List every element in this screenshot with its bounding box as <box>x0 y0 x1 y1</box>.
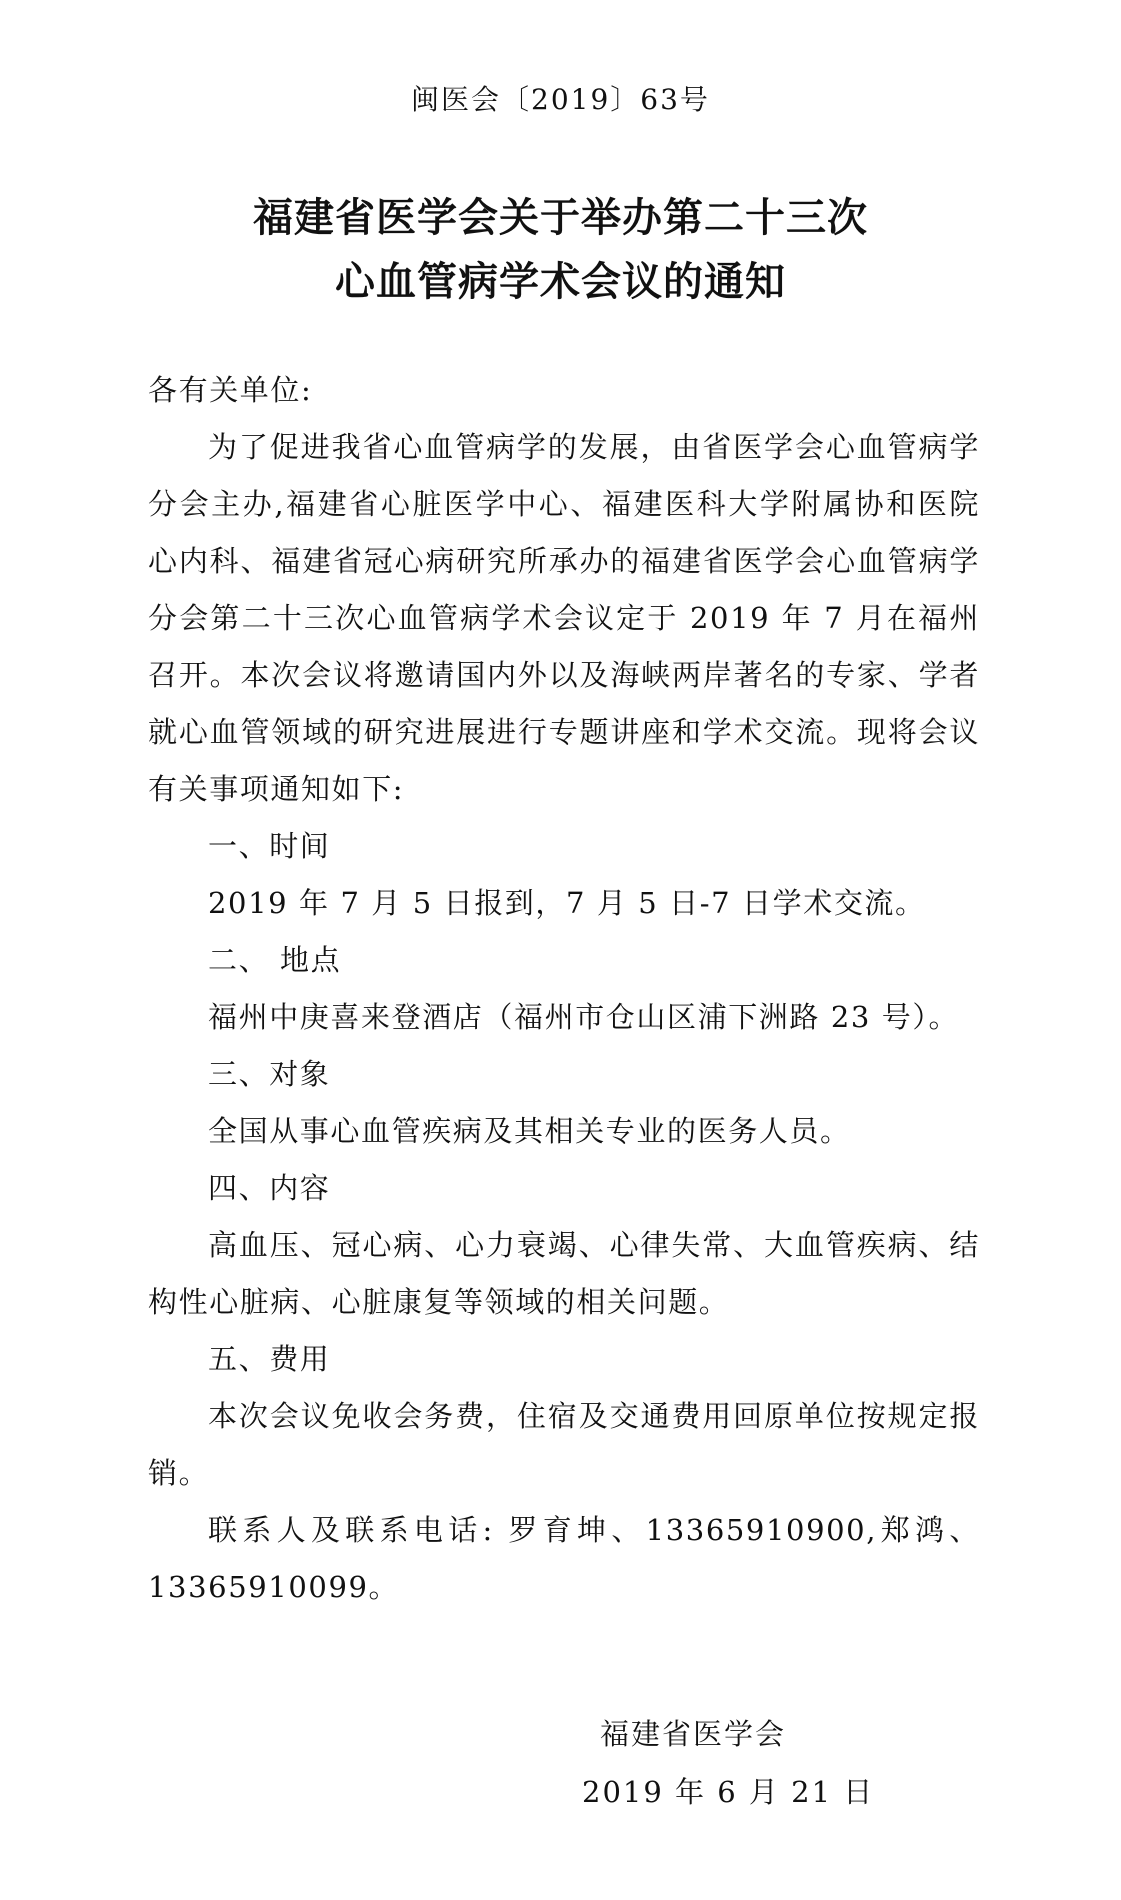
section-heading-audience: 三、对象 <box>208 1057 331 1091</box>
section-heading-location: 二、 地点 <box>208 943 342 977</box>
section-heading-time: 一、时间 <box>208 829 331 863</box>
signature-date: 2019 年 6 月 21 日 <box>582 1775 875 1809</box>
signature-organization: 福建省医学会 <box>600 1717 787 1751</box>
document-title <box>0 186 1121 314</box>
section-text-content: 高血压、冠心病、心力衰竭、心律失常、大血管疾病、结构性心脏病、心脏康复等领域的相关问题。 <box>148 1228 980 1319</box>
section-text-location: 福州中庚喜来登酒店（福州市仓山区浦下洲路 23 号）。 <box>208 1000 960 1034</box>
contact-info: 联系人及联系电话: 罗育坤、13365910900,郑鸿、13365910099。 <box>148 1513 980 1604</box>
title-line-1: 福建省医学会关于举办第二十三次 <box>253 195 868 241</box>
section-text-audience: 全国从事心血管疾病及其相关专业的医务人员。 <box>208 1114 851 1148</box>
salutation: 各有关单位: <box>148 373 313 407</box>
section-heading-fees: 五、费用 <box>208 1342 331 1376</box>
section-text-fees: 本次会议免收会务费，住宿及交通费用回原单位按规定报销。 <box>148 1399 980 1490</box>
intro-paragraph: 为了促进我省心血管病学的发展，由省医学会心血管病学分会主办,福建省心脏医学中心、福建医科大学附属协和医院心内科、福建省冠心病研究所承办的福建省医学会心血管病学分会第二十三次心血管病学术会议定于 2019 年 7 月在福州召开。本次会议将邀请国内外以及海峡两岸著名的专家、学者就心血管领域的研究进展进行专题讲座和学术交流。现将会议有关事项通知如下: <box>148 430 980 806</box>
section-heading-content: 四、内容 <box>208 1171 331 1205</box>
document-number: 闽医会〔2019〕63号 <box>411 83 710 116</box>
section-text-time: 2019 年 7 月 5 日报到，7 月 5 日-7 日学术交流。 <box>208 886 926 920</box>
title-line-2: 心血管病学术会议的通知 <box>335 259 786 305</box>
document-body <box>148 362 980 1616</box>
